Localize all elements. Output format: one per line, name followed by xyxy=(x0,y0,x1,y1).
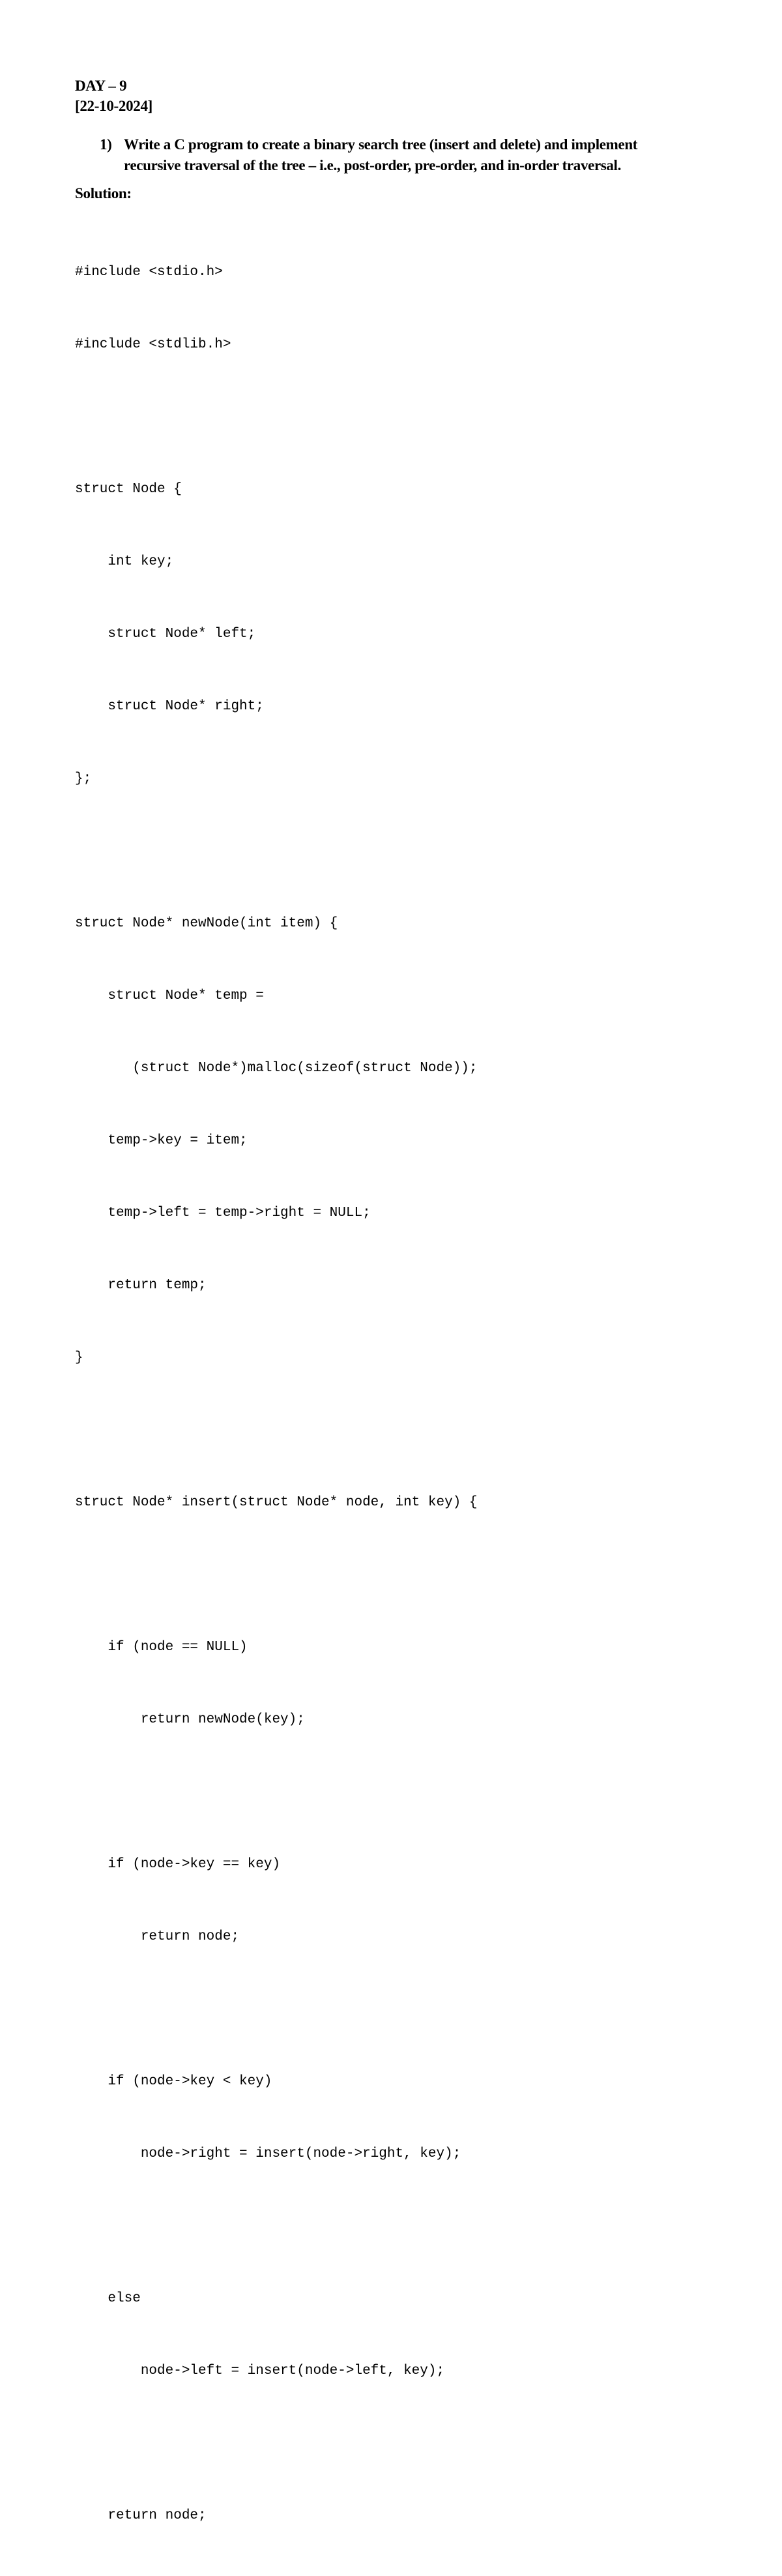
code-line: return node; xyxy=(75,1929,240,1944)
code-line: int key; xyxy=(75,554,174,569)
code-line: #include <stdio.h> xyxy=(75,265,223,280)
code-line: (struct Node*)malloc(sizeof(struct Node)); xyxy=(75,1061,478,1076)
code-line xyxy=(75,1780,478,1804)
code-line: #include <stdlib.h> xyxy=(75,337,231,352)
code-line: return temp; xyxy=(75,1278,207,1293)
code-line xyxy=(75,405,478,429)
question-line-2: recursive traversal of the tree – i.e., post-order, pre-order, and in-order traversal. xyxy=(124,157,621,173)
code-line xyxy=(75,2431,478,2455)
code-line: return node; xyxy=(75,2508,207,2523)
code-line xyxy=(75,839,478,863)
question-number: 1) xyxy=(100,136,112,153)
code-line: temp->key = item; xyxy=(75,1133,248,1148)
code-line xyxy=(75,1418,478,1442)
code-line xyxy=(75,1997,478,2021)
day-title: DAY – 9 xyxy=(75,78,127,94)
code-line xyxy=(75,2214,478,2238)
code-line: if (node->key < key) xyxy=(75,2074,272,2089)
code-line: if (node->key == key) xyxy=(75,1857,281,1872)
question-line-1: Write a C program to create a binary search tree (insert and delete) and implement xyxy=(124,136,638,153)
code-line xyxy=(75,1563,478,1587)
code-line: else xyxy=(75,2291,141,2306)
date-line: [22-10-2024] xyxy=(75,98,153,114)
code-line: struct Node* newNode(int item) { xyxy=(75,916,338,931)
code-line: } xyxy=(75,1350,83,1365)
code-block xyxy=(75,212,478,2576)
code-line: struct Node* left; xyxy=(75,627,256,642)
code-line: node->left = insert(node->left, key); xyxy=(75,2363,445,2378)
question-text xyxy=(124,134,697,176)
code-line: node->right = insert(node->right, key); xyxy=(75,2146,461,2161)
code-line: struct Node* insert(struct Node* node, int key) { xyxy=(75,1495,478,1510)
code-line: struct Node { xyxy=(75,482,182,497)
code-line: struct Node* right; xyxy=(75,699,264,714)
solution-label: Solution: xyxy=(75,185,132,201)
code-line: return newNode(key); xyxy=(75,1712,305,1727)
code-line: struct Node* temp = xyxy=(75,988,264,1003)
code-line: temp->left = temp->right = NULL; xyxy=(75,1206,371,1221)
code-line: }; xyxy=(75,771,92,786)
code-line: if (node == NULL) xyxy=(75,1640,248,1655)
